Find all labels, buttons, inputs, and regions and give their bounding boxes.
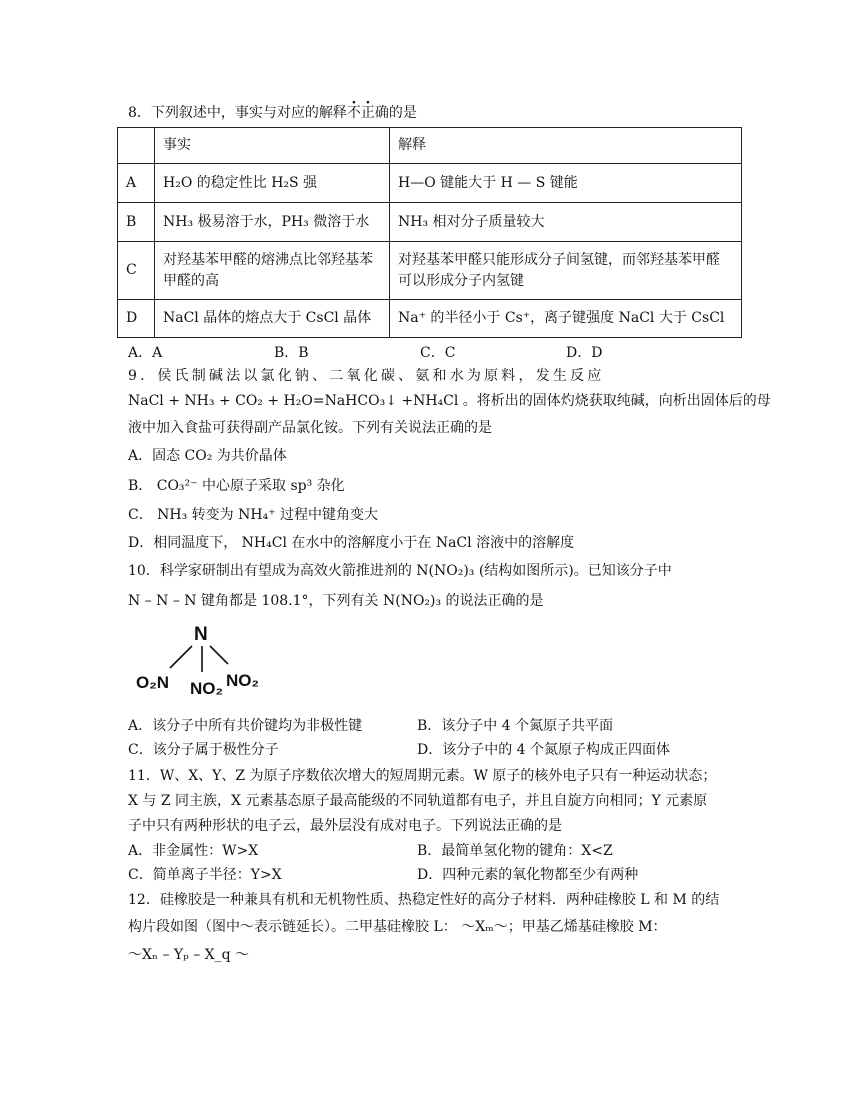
q8-header-explain: 解释 [390,128,742,164]
q9-stem-line1: 9．侯氏制碱法以氯化钠、二氧化碳、氨和水为原料，发生反应 [128,368,605,384]
q8-option-a: A．A [128,345,163,361]
q12-stem-line2: 构片段如图（图中～表示链延长）。二甲基硅橡胶 L： ～Xₘ～；甲基乙烯基硅橡胶 M： [128,919,667,935]
q9-option-c: C． NH₃ 转变为 NH₄⁺ 过程中键角变大 [128,507,379,523]
structure-bond-left [170,646,192,668]
q10-option-b: B．该分子中 4 个氮原子共平面 [417,718,614,734]
table-row: D NaCl 晶体的熔点大于 CsCl 晶体 Na⁺ 的半径小于 Cs⁺，离子键强度 NaCl 大于 CsCl [118,300,742,338]
q9-option-a: A．固态 CO₂ 为共价晶体 [128,448,287,464]
q10-structure-diagram [130,622,280,700]
q10-stem-line2: N – N – N 键角都是 108.1°，下列有关 N(NO₂)₃ 的说法正确的是 [128,593,544,609]
q11-option-c: C．简单离子半径：Y>X [128,867,282,883]
q12-stem-line1: 12．硅橡胶是一种兼具有机和无机物性质、热稳定性好的高分子材料．两种硅橡胶 L 和 M 的结 [128,892,720,908]
q11-option-b: B．最简单氢化物的键角：X<Z [417,843,613,859]
q8-stem: 8．下列叙述中，事实与对应的解释不正确的是 [128,105,417,121]
structure-no2-right: NO₂ [226,671,260,690]
q9-stem-line3: 液中加入食盐可获得副产品氯化铵。下列有关说法正确的是 [128,420,492,436]
structure-bond-right [210,646,228,664]
q8-option-c: C．C [420,345,456,361]
q11-stem-line3: 子中只有两种形状的电子云，最外层没有成对电子。下列说法正确的是 [128,818,562,834]
q12-stem-line3: ～Xₙ – Yₚ – X_q ～ [128,947,250,963]
q8-header-row [118,128,742,164]
structure-n-top: N [194,624,208,645]
q11-option-d: D．四种元素的氧化物都至少有两种 [417,867,639,883]
table-row: C 对羟基苯甲醛的熔沸点比邻羟基苯甲醛的高 对羟基苯甲醛只能形成分子间氢键，而邻羟基苯甲醛可以形成分子内氢键 [118,242,742,300]
q9-option-b: B． CO₃²⁻ 中心原子采取 sp³ 杂化 [128,478,345,494]
q9-stem-line2: NaCl + NH₃ + CO₂ + H₂O=NaHCO₃↓ +NH₄Cl 。将析出的固体灼烧获取纯碱，向析出固体后的母 [128,393,771,409]
q8-options [128,342,602,362]
q10-option-a: A．该分子中所有共价键均为非极性键 [128,718,363,734]
structure-no2-mid: NO₂ [190,679,224,698]
table-row: B NH₃ 极易溶于水，PH₃ 微溶于水 NH₃ 相对分子质量较大 [118,203,742,242]
q8-header-fact: 事实 [155,128,390,164]
q11-stem-line2: X 与 Z 同主族，X 元素基态原子最高能级的不同轨道都有电子，并且自旋方向相同；Y 元素原 [128,793,708,809]
q8-option-d: D．D [566,345,603,361]
q8-option-b: B．B [274,345,309,361]
q11-option-a: A．非金属性：W>X [128,843,259,859]
q8-table [117,127,742,338]
q9-option-d: D．相同温度下， NH₄Cl 在水中的溶解度小于在 NaCl 溶液中的溶解度 [128,535,575,551]
table-row: A H₂O 的稳定性比 H₂S 强 H—O 键能大于 H — S 键能 [118,164,742,203]
q10-option-d: D．该分子中的 4 个氮原子构成正四面体 [417,742,671,758]
q10-stem-line1: 10．科学家研制出有望成为高效火箭推进剂的 N(NO₂)₃ (结构如图所示)。已知该分子中 [128,563,672,579]
q10-option-c: C．该分子属于极性分子 [128,742,279,758]
q11-stem-line1: 11．W、X、Y、Z 为原子序数依次增大的短周期元素。W 原子的核外电子只有一种运动状态； [128,768,717,784]
structure-o2n: O₂N [136,673,170,692]
